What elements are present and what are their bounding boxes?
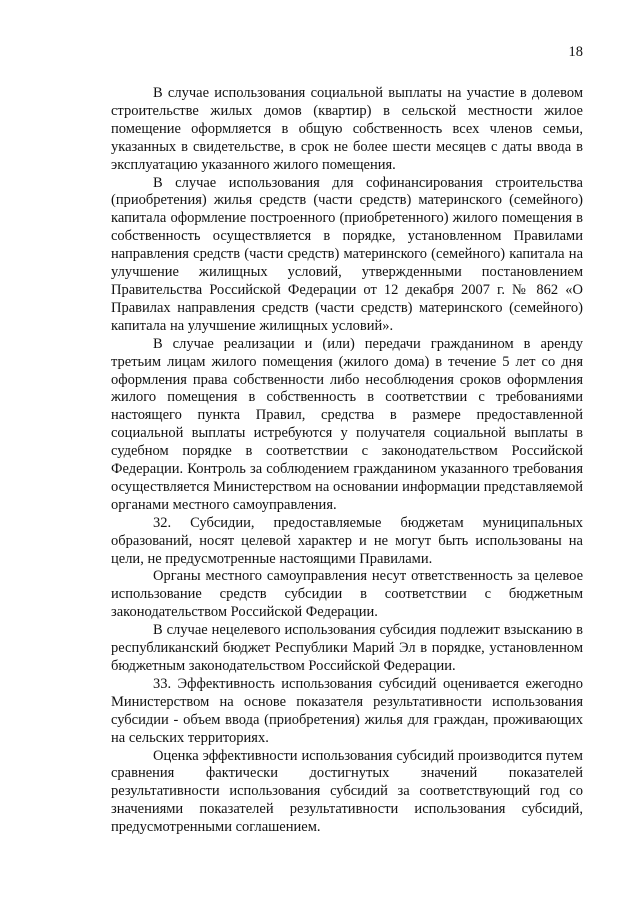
- page-number: 18: [568, 44, 583, 60]
- paragraph-clause-32-subsidies: 32. Субсидии, предоставляемые бюджетам муниципальных образований, носят целевой характер и не могут быть использованы на цели, не предусмотренные настоящими Правилами.: [111, 514, 583, 567]
- paragraph-shared-construction-ownership: В случае использования социальной выплаты на участие в долевом строительстве жилых домов (квартир) в сельской местности жилое помещение оформляется в общую собственность всех членов семьи, указанных в свидетельстве, в срок не более шести месяцев с даты ввода в эксплуатацию указанного жилого помещения.: [111, 85, 583, 173]
- paragraph-misuse-recovery: В случае нецелевого использования субсидия подлежит взысканию в республиканский бюджет Республики Марий Эл в порядке, установленном бюджетным законодательством Российской Федерации.: [111, 622, 583, 674]
- paragraph-sale-or-lease-restriction: В случае реализации и (или) передачи гражданином в аренду третьим лицам жилого помещения (жилого дома) в течение 5 лет со дня оформления права собственности либо несоблюдения сроков оформления жилого помещения в собственность в соответствии с требованиями настоящего пункта Правил, средства в размере предоставленной социальной выплаты истребуются у получателя социальной выплаты в судебном порядке в соответствии с законодательством Российской Федерации. Контроль за соблюдением гражданином указанного требования осуществляется Министерством на основании информации представляемой органами местного самоуправления.: [111, 335, 583, 513]
- document-body: [111, 85, 583, 837]
- paragraph-clause-33-efficiency: 33. Эффективность использования субсидий оценивается ежегодно Министерством на основе показателя результативности использования субсидии - объем ввода (приобретения) жилья для граждан, проживающих на сельских территориях.: [111, 675, 583, 746]
- paragraph-efficiency-assessment: Оценка эффективности использования субсидий производится путем сравнения фактически достигнутых значений показателей результативности использования субсидий за соответствующий год со значениями показателей результативности использования субсидий, предусмотренными соглашением.: [111, 747, 583, 836]
- paragraph-local-authority-responsibility: Органы местного самоуправления несут ответственность за целевое использование средств субсидии в соответствии с бюджетным законодательством Российской Федерации.: [111, 568, 583, 621]
- paragraph-maternity-capital: В случае использования для софинансирования строительства (приобретения) жилья средств (части средств) материнского (семейного) капитала оформление построенного (приобретенного) жилого помещения в собственность осуществляется в порядке, установленном Правилами направления средств (части средств) материнского (семейного) капитала на улучшение жилищных условий, утвержденными постановлением Правительства Российской Федерации от 12 декабря 2007 г. № 862 «О Правилах направления средств (части средств) материнского (семейного) капитала на улучшение жилищных условий».: [111, 174, 583, 334]
